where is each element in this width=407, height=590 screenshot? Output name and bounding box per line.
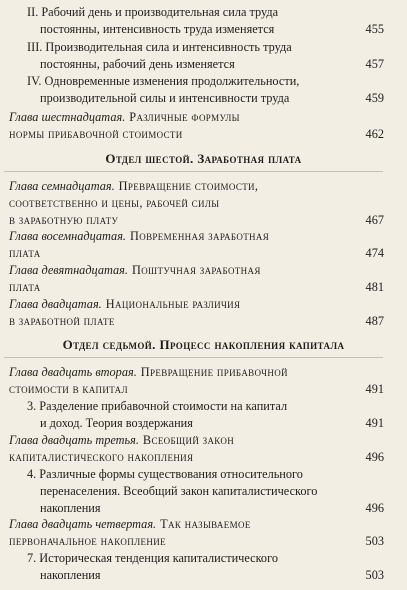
chapter-label: Глава девятнадцатая. <box>9 263 128 277</box>
toc-line <box>0 109 407 126</box>
toc-line <box>0 398 407 415</box>
chapter-label: Глава шестнадцатая. <box>9 110 126 124</box>
toc-line <box>0 90 407 107</box>
entry-text: капиталистического накопления <box>9 450 194 464</box>
toc-line <box>0 415 407 432</box>
section-rule <box>4 171 383 172</box>
entry-text: 7. Историческая тенденция капиталистического <box>27 551 278 565</box>
entry-text: III. Производительная сила и интенсивность труда <box>27 40 292 54</box>
toc-line <box>0 432 407 449</box>
entry-text: Повременная заработная <box>129 229 270 243</box>
toc-line <box>0 4 407 21</box>
entry-text: 4. Различные формы существования относительного <box>27 467 303 481</box>
toc-line <box>0 279 407 296</box>
entry-text: накопления <box>40 501 101 515</box>
toc-line <box>0 21 407 38</box>
entry-text: Так называемое <box>160 517 251 531</box>
page-number: 474 <box>365 246 384 260</box>
toc-line <box>0 56 407 73</box>
page-number: 487 <box>365 314 384 328</box>
page-number: 491 <box>365 382 384 396</box>
entry-text: и доход. Теория воздержания <box>40 416 193 430</box>
entry-text: Различные формулы <box>129 110 240 124</box>
entry-text: II. Рабочий день и производительная сила труда <box>27 5 279 19</box>
section-rule <box>4 357 383 358</box>
page-number: 496 <box>365 450 384 464</box>
part-heading <box>0 336 407 353</box>
entry-text: постоянны, интенсивность труда изменяется <box>40 22 275 36</box>
page-number: 496 <box>365 501 384 515</box>
entry-text: Всеобщий закон <box>142 433 235 447</box>
entry-text: нормы прибавочной стоимости <box>9 127 183 141</box>
page-number: 503 <box>365 568 384 582</box>
toc-line <box>0 262 407 279</box>
entry-text: 3. Разделение прибавочной стоимости на капитал <box>27 399 288 413</box>
entry-text: Национальные различия <box>105 297 241 311</box>
part-title: Отдел шестой. Заработная плата <box>105 151 302 166</box>
chapter-label: Глава двадцатая. <box>9 297 102 311</box>
entry-text: в заработной плате <box>9 314 115 328</box>
toc-line <box>0 466 407 483</box>
toc-line <box>0 73 407 90</box>
entry-text: накопления <box>40 568 101 582</box>
page-number: 455 <box>365 22 384 36</box>
page-number: 457 <box>365 57 384 71</box>
toc-line <box>0 364 407 381</box>
entry-text: в заработную плату <box>9 213 119 227</box>
toc-line <box>0 39 407 56</box>
page-number: 481 <box>365 280 384 294</box>
entry-text: Поштучная заработная <box>131 263 261 277</box>
page-number: 467 <box>365 213 384 227</box>
toc-line <box>0 212 407 229</box>
entry-text: первоначальное накопление <box>9 534 166 548</box>
part-heading <box>0 150 407 167</box>
page-number: 491 <box>365 416 384 430</box>
toc-line <box>0 178 407 195</box>
page-number: 459 <box>365 91 384 105</box>
toc-line <box>0 228 407 245</box>
entry-text: перенаселения. Всеобщий закон капиталистического <box>40 484 318 498</box>
toc-line <box>0 245 407 262</box>
toc-line <box>0 533 407 550</box>
toc-line <box>0 550 407 567</box>
toc-line <box>0 516 407 533</box>
chapter-label: Глава двадцать четвертая. <box>9 517 157 531</box>
toc-line <box>0 126 407 143</box>
chapter-label: Глава двадцать вторая. <box>9 365 137 379</box>
entry-text: производительной силы и интенсивности труда <box>40 91 290 105</box>
chapter-label: Глава семнадцатая. <box>9 179 115 193</box>
entry-text: плата <box>9 246 41 260</box>
entry-text: стоимости в капитал <box>9 382 128 396</box>
part-title: Отдел седьмой. Процесс накопления капитала <box>62 337 345 352</box>
page-number: 503 <box>365 534 384 548</box>
entry-text: IV. Одновременные изменения продолжительности, <box>27 74 300 88</box>
toc-line <box>0 449 407 466</box>
toc-line <box>0 381 407 398</box>
toc-line <box>0 296 407 313</box>
chapter-label: Глава двадцать третья. <box>9 433 139 447</box>
toc-line <box>0 313 407 330</box>
toc-line <box>0 500 407 517</box>
chapter-label: Глава восемнадцатая. <box>9 229 126 243</box>
entry-text: Превращение стоимости, <box>118 179 259 193</box>
toc-line <box>0 483 407 500</box>
entry-text: плата <box>9 280 41 294</box>
toc-line <box>0 195 407 212</box>
toc-line <box>0 567 407 584</box>
entry-text: соответственно и цены, рабочей силы <box>9 196 220 210</box>
page-number: 462 <box>365 127 384 141</box>
entry-text: постоянны, рабочий день изменяется <box>40 57 235 71</box>
entry-text: Превращение прибавочной <box>140 365 288 379</box>
